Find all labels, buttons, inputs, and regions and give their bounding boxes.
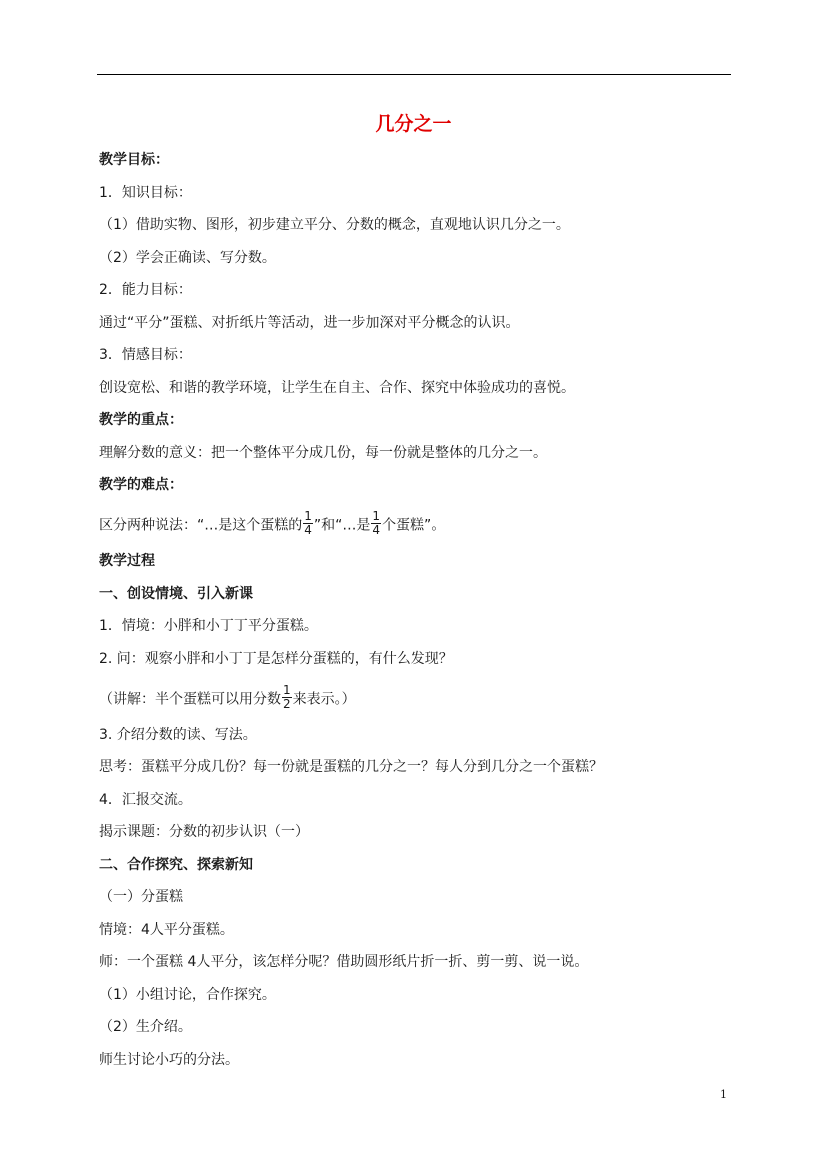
section-heading-difficulties: 教学的难点：	[99, 477, 183, 493]
fraction-one-quarter	[371, 510, 381, 537]
difficulty-line	[99, 509, 446, 539]
fraction-one-quarter	[303, 510, 313, 537]
difficulty-text-3: 个蛋糕”。	[382, 517, 446, 534]
text-line: 理解分数的意义：把一个整体平分成几份，每一份就是整体的几分之一。	[99, 445, 547, 461]
text-line: 情境：4人平分蛋糕。	[99, 922, 234, 938]
fraction-denominator: 2	[283, 697, 291, 711]
fraction-numerator: 1	[283, 683, 291, 697]
text-line: 4．汇报交流。	[99, 792, 192, 808]
difficulty-text-2: ”和“…是	[313, 517, 371, 534]
text-line: （2）生介绍。	[99, 1019, 192, 1035]
text-line: 通过“平分”蛋糕、对折纸片等活动，进一步加深对平分概念的认识。	[99, 315, 520, 331]
explain-text-2: 来表示。）	[292, 691, 356, 708]
fraction-numerator: 1	[304, 509, 312, 523]
text-line: 3．情感目标：	[99, 347, 192, 363]
fraction-denominator: 4	[304, 523, 312, 537]
text-line: 师：一个蛋糕 4人平分，该怎样分呢？借助圆形纸片折一折、剪一剪、说一说。	[99, 954, 589, 970]
text-line: 创设宽松、和谐的教学环境，让学生在自主、合作、探究中体验成功的喜悦。	[99, 380, 575, 396]
fraction-denominator: 4	[372, 523, 381, 537]
text-line: （一）分蛋糕	[99, 889, 183, 905]
text-line: 2. 问：观察小胖和小丁丁是怎样分蛋糕的，有什么发现？	[99, 651, 453, 667]
text-line: 1．情境：小胖和小丁丁平分蛋糕。	[99, 618, 318, 634]
text-line: 思考：蛋糕平分成几份？每一份就是蛋糕的几分之一？每人分到几分之一个蛋糕？	[99, 759, 603, 775]
text-line: 2．能力目标：	[99, 282, 192, 298]
text-line: 3. 介绍分数的读、写法。	[99, 727, 257, 743]
text-line: 师生讨论小巧的分法。	[99, 1052, 239, 1068]
difficulty-text-1: 区分两种说法：“…是这个蛋糕的	[99, 517, 303, 534]
section-heading-part-two: 二、合作探究、探索新知	[99, 857, 253, 873]
text-line: 揭示课题：分数的初步认识（一）	[99, 824, 309, 840]
text-line: （1）借助实物、图形，初步建立平分、分数的概念，直观地认识几分之一。	[99, 217, 570, 233]
header-rule	[97, 74, 731, 75]
section-heading-teaching-goals: 教学目标：	[99, 152, 169, 168]
section-heading-key-points: 教学的重点：	[99, 412, 183, 428]
document-title: 几分之一	[375, 113, 452, 135]
section-heading-part-one: 一、创设情境、引入新课	[99, 586, 253, 602]
text-line: （1）小组讨论，合作探究。	[99, 987, 276, 1003]
text-line: （2）学会正确读、写分数。	[99, 250, 276, 266]
text-line: 1．知识目标：	[99, 185, 192, 201]
explain-text-1: （讲解：半个蛋糕可以用分数	[99, 691, 281, 708]
section-heading-process: 教学过程	[99, 553, 155, 569]
explain-line	[99, 683, 356, 713]
page-number: 1	[720, 1088, 727, 1101]
fraction-one-half	[282, 684, 292, 711]
fraction-numerator: 1	[372, 509, 381, 523]
